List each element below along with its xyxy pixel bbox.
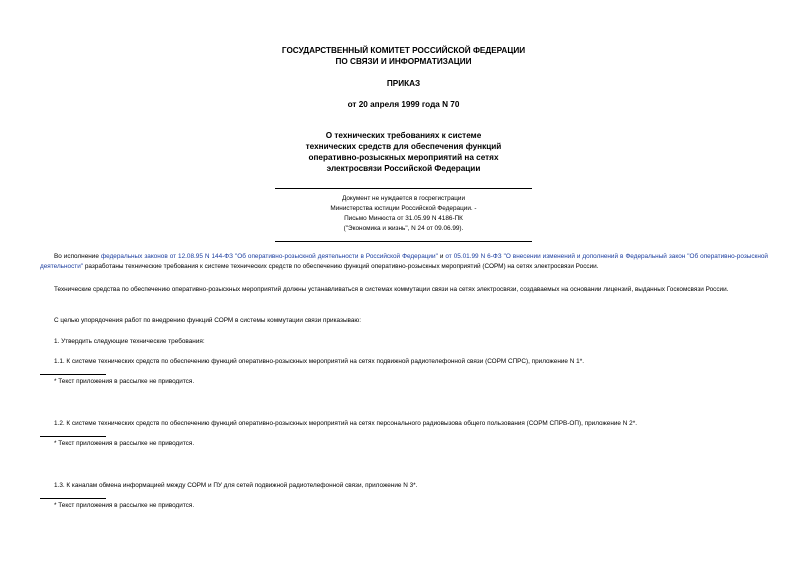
paragraph-item-1-1: 1.1. К системе технических средств по обеспечению функций оперативно-розыскных мероприятий на сетях подвижной радиотелефонной связи (СОРМ СПРС), приложение N 1*. <box>54 358 584 365</box>
footnote-2: * Текст приложения в рассылке не приводится. <box>54 440 195 447</box>
registration-note-line1: Документ не нуждается в госрегистрации <box>341 195 466 202</box>
doc-type: ПРИКАЗ <box>386 79 421 88</box>
paragraph-technical-means: Технические средства по обеспечению оперативно-розыскных мероприятий должны устанавливаться в системах коммутации связи на сетях электросвязи, создаваемых на основании лицензий, выданных Госкомсвязи России. <box>54 286 729 293</box>
doc-date-number: от 20 апреля 1999 года N 70 <box>347 100 460 109</box>
link-federal-law-6[interactable]: от 05.01.99 N 6-ФЗ "О внесении изменений и дополнений в Федеральный закон "Об оперативно-розыскной деятельности" <box>40 253 768 270</box>
doc-title-line2: технических средств для обеспечения функций <box>305 142 502 151</box>
registration-note-line2: Министерства юстиции Российской Федерации. - <box>330 205 477 212</box>
divider-bottom <box>275 241 532 242</box>
paragraph-order: С целью упорядочения работ по внедрению функций СОРМ в системы коммутации связи приказываю: <box>54 317 361 324</box>
footnote-1: * Текст приложения в рассылке не приводится. <box>54 378 195 385</box>
preamble-text-1: Во исполнение <box>54 253 101 260</box>
preamble-text-2: и <box>437 253 446 260</box>
doc-title-line3: оперативно-розыскных мероприятий на сетях <box>308 153 499 162</box>
org-name-line2: ПО СВЯЗИ И ИНФОРМАТИЗАЦИИ <box>335 57 472 66</box>
registration-note-line3: Письмо Минюста от 31.05.99 N 4186-ПК <box>344 215 463 222</box>
paragraph-item-1-3: 1.3. К каналам обмена информацией между СОРМ и ПУ для сетей подвижной радиотелефонной связи, приложение N 3*. <box>54 482 418 489</box>
paragraph-preamble <box>40 252 768 272</box>
footnote-divider-2 <box>40 436 106 437</box>
doc-title-line4: электросвязи Российской Федерации <box>326 164 481 173</box>
divider-top <box>275 188 532 189</box>
footnote-divider-3 <box>40 498 106 499</box>
doc-title-line1: О технических требованиях к системе <box>325 131 482 140</box>
footnote-3: * Текст приложения в рассылке не приводится. <box>54 502 195 509</box>
link-federal-law-144[interactable]: федеральных законов от 12.08.95 N 144-ФЗ "Об оперативно-розыскной деятельности в Российской Федерации" <box>100 253 438 260</box>
footnote-divider-1 <box>40 374 106 375</box>
paragraph-item-1: 1. Утвердить следующие технические требования: <box>54 338 205 345</box>
registration-note-line4: ("Экономика и жизнь", N 24 от 09.06.99). <box>343 225 464 232</box>
org-name-line1: ГОСУДАРСТВЕННЫЙ КОМИТЕТ РОССИЙСКОЙ ФЕДЕРАЦИИ <box>281 46 526 55</box>
preamble-text-3: разработаны технические требования к системе технических средств по обеспечению функций оперативно-розыскных мероприятий (СОРМ) на сетях электросвязи России. <box>83 263 599 270</box>
paragraph-item-1-2: 1.2. К системе технических средств по обеспечению функций оперативно-розыскных мероприятий на сетях персонального радиовызова общего пользования (СОРМ СПРВ-ОП), приложение N 2*. <box>54 420 637 427</box>
